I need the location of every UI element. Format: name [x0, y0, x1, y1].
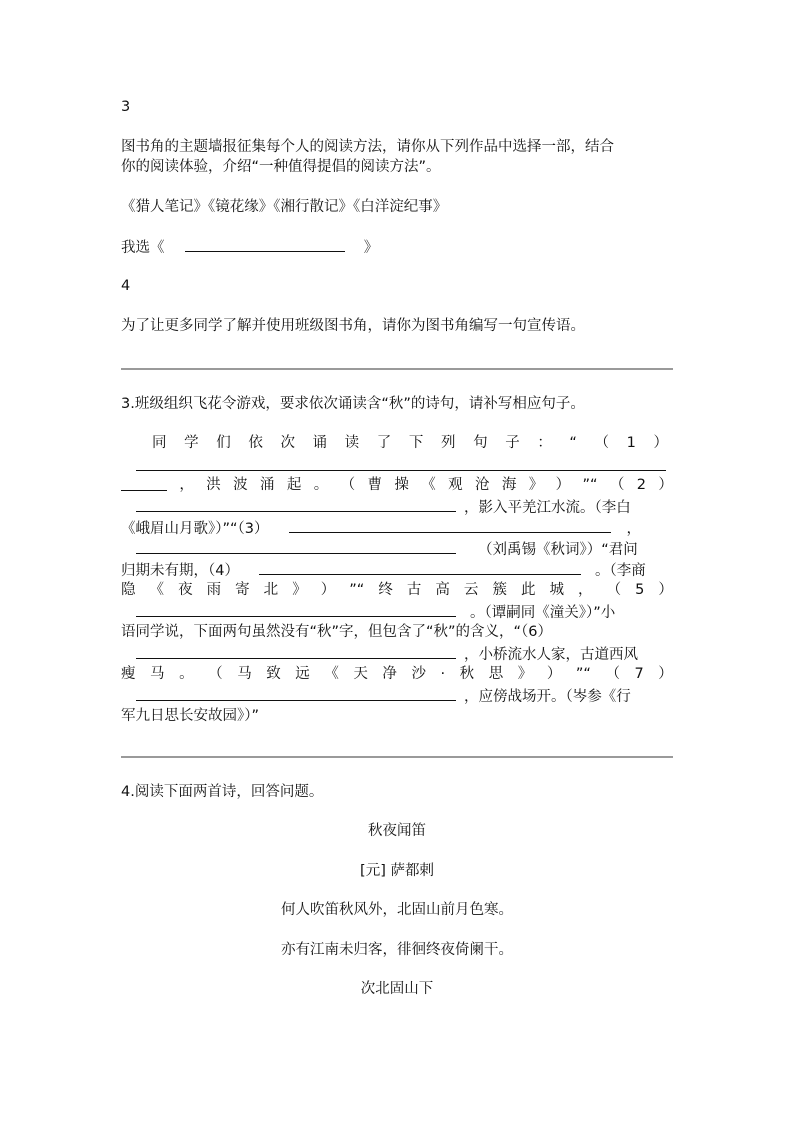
q3-line-1: 同 学 们 依 次 诵 读 了 下 列 句 子 ： “ （ 1 ） [152, 435, 668, 451]
q3-blank-3b[interactable] [136, 538, 456, 554]
poem-2-title: 次北固山下 [360, 981, 434, 997]
sub-question-3-text-line-2: 你的阅读体验，介绍“一种值得提倡的阅读方法”。 [121, 159, 441, 175]
poem-1-line-1: 何人吹笛秋风外，北固山前月色寒。 [281, 902, 513, 918]
q3-line-10: ，小桥流水人家，古道西风 [136, 643, 638, 665]
q3-line-7: 隐 《 夜 雨 寄 北 》 ） ”“ 终 古 高 云 簇 此 城 ， （ 5 ） [121, 582, 673, 598]
q3-blank-5[interactable] [136, 601, 456, 617]
q3-blank-6[interactable] [136, 643, 456, 659]
q3-line-9: 语同学说，下面两句虽然没有“秋”字，但包含了“秋”的含义，“（6） [121, 624, 553, 640]
choose-prefix: 我选《 [121, 240, 165, 256]
question-3-title: 3.班级组织飞花令游戏，要求依次诵读含“秋”的诗句，请补写相应句子。 [121, 396, 585, 412]
q3-line-8: 。（谭嗣同《潼关》）”小 [136, 601, 615, 623]
poem-1-author: [元] 萨都剌 [360, 863, 434, 879]
choose-book-line [121, 236, 378, 258]
q3-line-2: ， 洪 波 涌 起 。 （ 曹 操 《 观 沧 海 》 ） ”“ （ 2 ） [121, 475, 673, 495]
q3-blank-4[interactable] [259, 559, 581, 575]
q3-line-6: 归期未有期，（4） 。（李商 [121, 559, 646, 581]
poem-1-title: 秋夜闻笛 [368, 823, 426, 839]
q3-blank-7[interactable] [136, 685, 456, 701]
q3-line-11: 瘦 马 。 （ 马 致 远 《 天 净 沙 · 秋 思 》 ） ”“ （ 7 ） [121, 666, 673, 682]
q3-line-3: ，影入平羌江水流。（李白 [136, 496, 631, 518]
question-4-title: 4.阅读下面两首诗，回答问题。 [121, 784, 324, 800]
q3-line-12: ，应傍战场开。（岑参《行 [136, 685, 631, 707]
book-list: 《猎人笔记》《镜花缘》《湘行散记》《白洋淀纪事》 [121, 199, 448, 215]
section-divider-2 [121, 756, 673, 758]
q3-blank-3a[interactable] [289, 517, 611, 533]
q3-blank-1b[interactable] [121, 475, 167, 491]
poem-1-line-2: 亦有江南未归客，徘徊终夜倚阑干。 [281, 942, 513, 958]
sub-question-3-text-line-1: 图书角的主题墙报征集每个人的阅读方法，请你从下列作品中选择一部，结合 [121, 139, 614, 155]
q3-line-4: 《峨眉山月歌》）”“（3） ， [121, 517, 641, 539]
q3-line-5: （刘禹锡《秋词》）“君问 [136, 538, 638, 560]
q3-blank-2[interactable] [136, 496, 456, 512]
book-answer-blank[interactable] [185, 236, 345, 252]
sub-question-number-3: 3 [121, 99, 131, 115]
sub-question-4-text: 为了让更多同学了解并使用班级图书角，请你为图书角编写一句宣传语。 [121, 318, 585, 334]
section-divider [121, 368, 673, 370]
choose-suffix: 》 [363, 240, 379, 256]
sub-question-number-4: 4 [121, 278, 131, 294]
q3-blank-1a[interactable] [136, 455, 666, 477]
q3-line-13: 军九日思长安故园》）” [121, 708, 260, 724]
